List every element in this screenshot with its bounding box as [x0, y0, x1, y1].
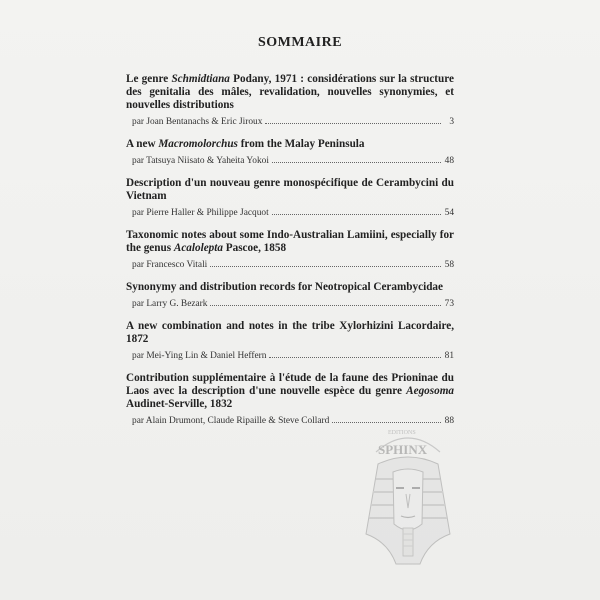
entry-author-line — [126, 351, 454, 361]
entry-authors: par Joan Bentanachs & Eric Jiroux — [132, 117, 263, 127]
entry-author-line — [126, 299, 454, 309]
page-title: SOMMAIRE — [257, 35, 343, 50]
entry-authors: par Francesco Vitali — [132, 260, 208, 270]
leader-dots — [269, 357, 441, 358]
entry-title: Contribution supplémentaire à l'étude de la faune des Prioninae du Laos avec la description d'une nouvelle espèce du genre Aegosoma Audinet-Serville, 1832 — [126, 372, 454, 410]
entry-title: Synonymy and distribution records for Neotropical Cerambycidae — [126, 281, 443, 293]
entry-author-line — [126, 208, 454, 218]
logo-small-text: EDITIONS — [388, 430, 416, 436]
leader-dots — [265, 123, 441, 124]
entry-author-line — [126, 117, 454, 127]
entry-page-number: 48 — [444, 156, 454, 166]
logo-brand-text: SPHINX — [378, 442, 428, 457]
leader-dots — [210, 266, 441, 267]
entry-page-number: 88 — [444, 416, 454, 426]
entry-authors: par Larry G. Bezark — [132, 299, 208, 309]
entry-authors: par Pierre Haller & Philippe Jacquot — [132, 208, 269, 218]
entry-title: A new Macromolorchus from the Malay Peninsula — [126, 138, 365, 150]
entry-title: Taxonomic notes about some Indo-Australian Lamiini, especially for the genus Acalolepta Pascoe, 1858 — [126, 229, 454, 254]
entry-authors: par Tatsuya Niisato & Yaheita Yokoi — [132, 156, 269, 166]
entry-title: Le genre Schmidtiana Podany, 1971 : considérations sur la structure des genitalia des mâles, revalidation, nouvelles synonymies, et nouvelles distributions — [126, 73, 454, 111]
leader-dots — [210, 305, 441, 306]
leader-dots — [272, 162, 441, 163]
leader-dots — [332, 422, 441, 423]
entry-page-number: 58 — [444, 260, 454, 270]
toc-entry[interactable] — [126, 281, 454, 309]
toc-entry[interactable] — [126, 229, 454, 270]
leader-dots — [272, 214, 441, 215]
entry-page-number: 81 — [444, 351, 454, 361]
toc-entry[interactable] — [126, 138, 454, 166]
table-of-contents — [126, 73, 454, 437]
toc-entry[interactable] — [126, 320, 454, 361]
entry-authors: par Mei-Ying Lin & Daniel Heffern — [132, 351, 267, 361]
toc-entry[interactable] — [126, 73, 454, 127]
entry-title: A new combination and notes in the tribe Xylorhizini Lacordaire, 1872 — [126, 320, 454, 345]
toc-entry[interactable] — [126, 177, 454, 218]
entry-page-number: 54 — [444, 208, 454, 218]
entry-page-number: 73 — [444, 299, 454, 309]
entry-page-number: 3 — [449, 117, 454, 127]
entry-author-line — [126, 260, 454, 270]
entry-author-line — [126, 156, 454, 166]
entry-title: Description d'un nouveau genre monospécifique de Cerambycini du Vietnam — [126, 177, 454, 202]
sphinx-logo-icon — [358, 424, 458, 594]
toc-entry[interactable] — [126, 372, 454, 426]
entry-authors: par Alain Drumont, Claude Ripaille & Steve Collard — [132, 416, 330, 426]
